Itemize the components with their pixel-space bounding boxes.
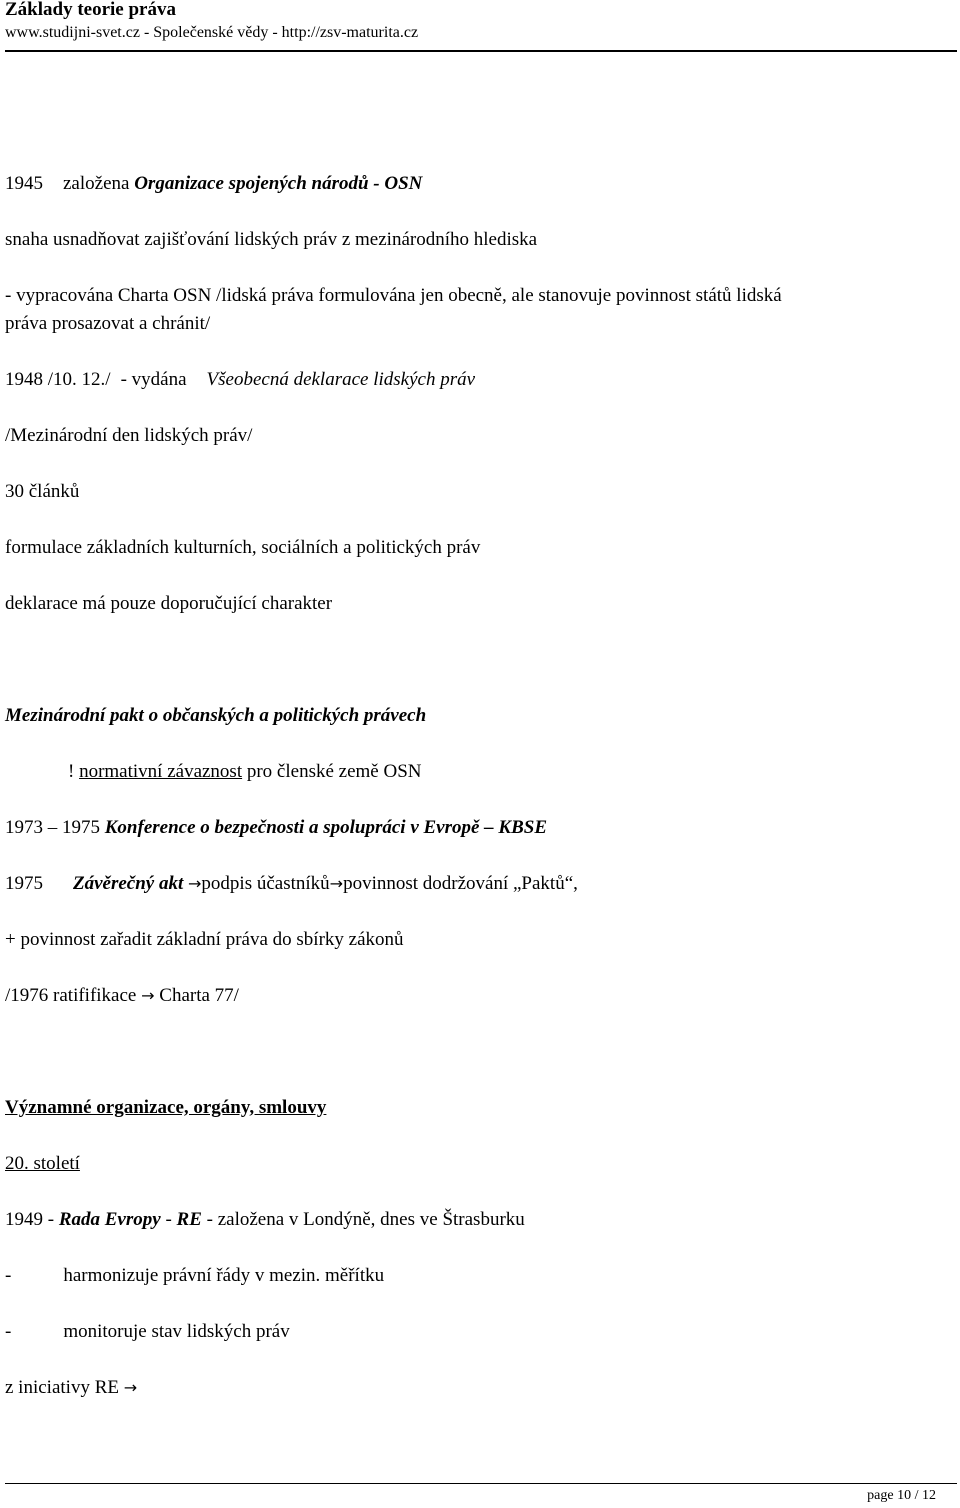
abbreviation: RE xyxy=(176,1209,202,1230)
arrow-right-icon: → xyxy=(123,1378,138,1397)
text-line xyxy=(5,369,475,391)
bullet-dash: - xyxy=(5,1321,12,1342)
text-line: /Mezinárodní den lidských práv/ xyxy=(5,425,253,446)
century-label: 20. století xyxy=(5,1153,80,1174)
arrow-right-icon: → xyxy=(141,986,155,1005)
list-item xyxy=(5,1265,384,1287)
text-line xyxy=(5,873,578,895)
section-heading: Významné organizace, orgány, smlouvy xyxy=(5,1097,327,1118)
pact-heading: Mezinárodní pakt o občanských a politických právech xyxy=(5,705,427,726)
year: 1975 xyxy=(5,873,43,894)
text: podpis účastníků xyxy=(201,873,330,894)
text-line xyxy=(68,761,422,783)
conference-name: Konference o bezpečnosti a spolupráci v Evropě – KBSE xyxy=(104,817,548,838)
date: 1948 /10. 12./ xyxy=(5,369,111,390)
text-line: + povinnost zařadit základní práva do sbírky zákonů xyxy=(5,929,404,950)
underlined-term: normativní závaznost xyxy=(79,761,243,782)
year: 1945 xyxy=(5,173,43,194)
footer-divider xyxy=(5,1483,957,1484)
text-line: formulace základních kulturních, sociálních a politických práv xyxy=(5,537,481,558)
text-line: práva prosazovat a chránit/ xyxy=(5,313,211,334)
list-item xyxy=(5,1321,290,1343)
page-number: page 10 / 12 xyxy=(867,1488,936,1503)
document-title: Základy teorie práva xyxy=(5,0,176,20)
dash: - xyxy=(165,1209,172,1230)
text: - vydána xyxy=(120,369,187,390)
document-subtitle: www.studijni-svet.cz - Společenské vědy - http://zsv-maturita.cz xyxy=(5,24,419,41)
text-line: snaha usnadňovat zajišťování lidských práv z mezinárodního hlediska xyxy=(5,229,538,250)
text: monitoruje stav lidských práv xyxy=(63,1321,290,1342)
text: - založena v Londýně, dnes ve Štrasburku xyxy=(206,1209,525,1230)
arrow-right-icon: → xyxy=(188,874,202,893)
text: pro členské země OSN xyxy=(246,761,422,782)
act-name: Závěrečný akt xyxy=(73,873,184,894)
text-line: deklarace má pouze doporučující charakter xyxy=(5,593,333,614)
text: povinnost dodržování „Paktů“, xyxy=(343,873,578,894)
text-line xyxy=(5,1209,525,1231)
declaration-name: Všeobecná deklarace lidských práv xyxy=(206,369,476,390)
header-divider xyxy=(5,50,957,52)
year: 1949 - xyxy=(5,1209,55,1230)
bullet-dash: - xyxy=(5,1265,12,1286)
text: z iniciativy RE xyxy=(5,1377,119,1398)
text-line xyxy=(5,173,422,195)
text-line: - vypracována Charta OSN /lidská práva formulována jen obecně, ale stanovuje povinnost států lidská xyxy=(5,285,782,306)
text-line xyxy=(5,985,239,1007)
years: 1973 – 1975 xyxy=(5,817,100,838)
organization-name: Rada Evropy xyxy=(58,1209,161,1230)
text: založena xyxy=(63,173,130,194)
text-line: 30 článků xyxy=(5,481,80,502)
arrow-right-icon: → xyxy=(329,874,344,893)
organization-name: Organizace spojených národů - OSN xyxy=(134,173,423,194)
text: harmonizuje právní řády v mezin. měřítku xyxy=(63,1265,385,1286)
text-line xyxy=(5,1377,137,1399)
text: Charta 77/ xyxy=(159,985,239,1006)
text-line xyxy=(5,817,547,839)
exclamation-mark: ! xyxy=(68,761,75,782)
text: /1976 ratififikace xyxy=(5,985,137,1006)
